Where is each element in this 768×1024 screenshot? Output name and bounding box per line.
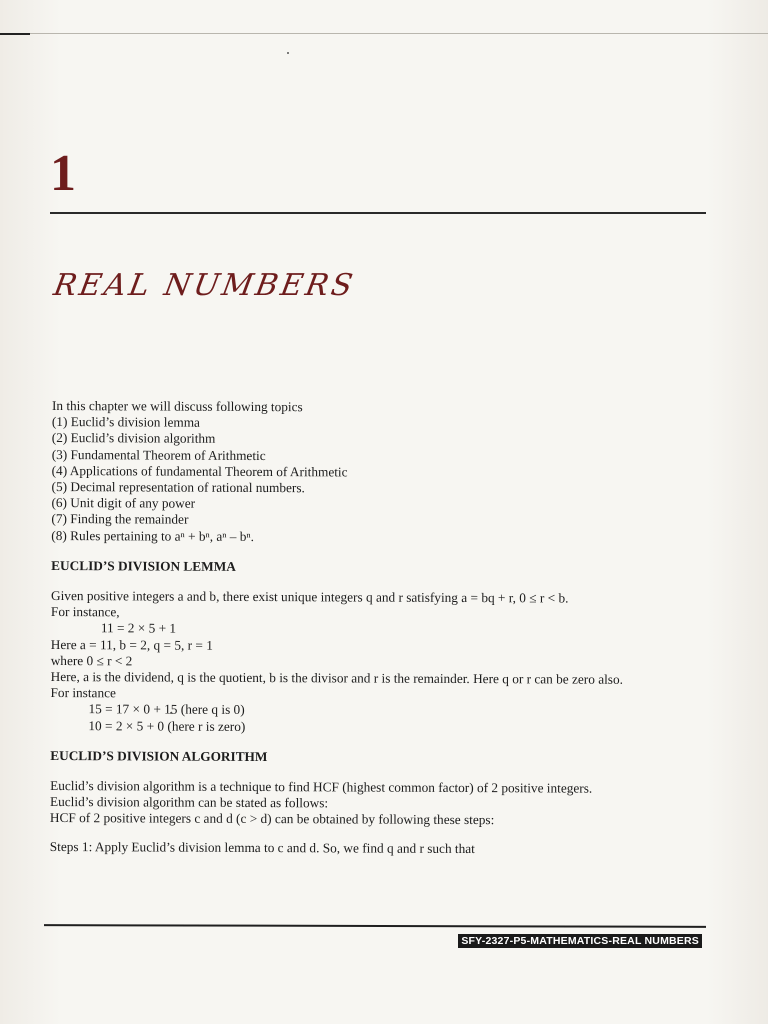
topic-item: (7) Finding the remainder xyxy=(51,511,189,528)
footer-label: SFY-2327-P5-MATHEMATICS-REAL NUMBERS xyxy=(458,934,702,948)
body-text xyxy=(50,398,712,858)
chapter-rule xyxy=(50,212,706,214)
for-instance: For instance xyxy=(50,685,116,701)
topic-item: (3) Fundamental Theorem of Arithmetic xyxy=(51,446,266,463)
speck xyxy=(287,52,289,54)
algorithm-step: Steps 1: Apply Euclid’s division lemma to c and d. So, we find q and r such that xyxy=(49,838,475,856)
lemma-where: where 0 ≤ r < 2 xyxy=(50,652,133,669)
lemma-statement: Given positive integers a and b, there exist unique integers q and r satisfying a = bq + r, 0 ≤ r < b. xyxy=(50,588,569,606)
topic-item: (2) Euclid’s division algorithm xyxy=(51,430,216,447)
equation: 10 = 2 × 5 + 0 (here r is zero) xyxy=(88,717,246,734)
chapter-number: 1 xyxy=(50,145,76,202)
equation: 15 = 17 × 0 + 15 (here q is 0) xyxy=(88,701,245,718)
section-heading-lemma: EUCLID’S DIVISION LEMMA xyxy=(51,557,236,574)
top-left-mark xyxy=(0,33,30,35)
lemma-explanation: Here, a is the dividend, q is the quotient, b is the divisor and r is the remainder. Here q or r can be zero also. xyxy=(50,669,624,687)
intro-line: In this chapter we will discuss following topics xyxy=(51,398,303,415)
topic-item: (1) Euclid’s division lemma xyxy=(51,414,201,430)
chapter-title: REAL NUMBERS xyxy=(50,268,359,303)
equation: 11 = 2 × 5 + 1 xyxy=(100,620,177,637)
top-divider xyxy=(0,33,768,34)
topic-item: (4) Applications of fundamental Theorem of Arithmetic xyxy=(51,462,348,480)
algorithm-line: Euclid’s division algorithm can be stated as follows: xyxy=(49,794,329,811)
topic-item: (8) Rules pertaining to aⁿ + bⁿ, aⁿ – bⁿ. xyxy=(51,527,254,544)
section-heading-algorithm: EUCLID’S DIVISION ALGORITHM xyxy=(50,747,268,764)
for-instance: For instance, xyxy=(50,604,120,620)
algorithm-line: HCF of 2 positive integers c and d (c > d) can be obtained by following these steps: xyxy=(49,810,495,828)
topic-item: (6) Unit digit of any power xyxy=(51,495,196,511)
footer-rule xyxy=(44,924,706,928)
lemma-here: Here a = 11, b = 2, q = 5, r = 1 xyxy=(50,636,213,653)
algorithm-line: Euclid’s division algorithm is a technique to find HCF (highest common factor) of 2 positive integers. xyxy=(50,778,593,796)
topic-item: (5) Decimal representation of rational numbers. xyxy=(51,479,305,496)
